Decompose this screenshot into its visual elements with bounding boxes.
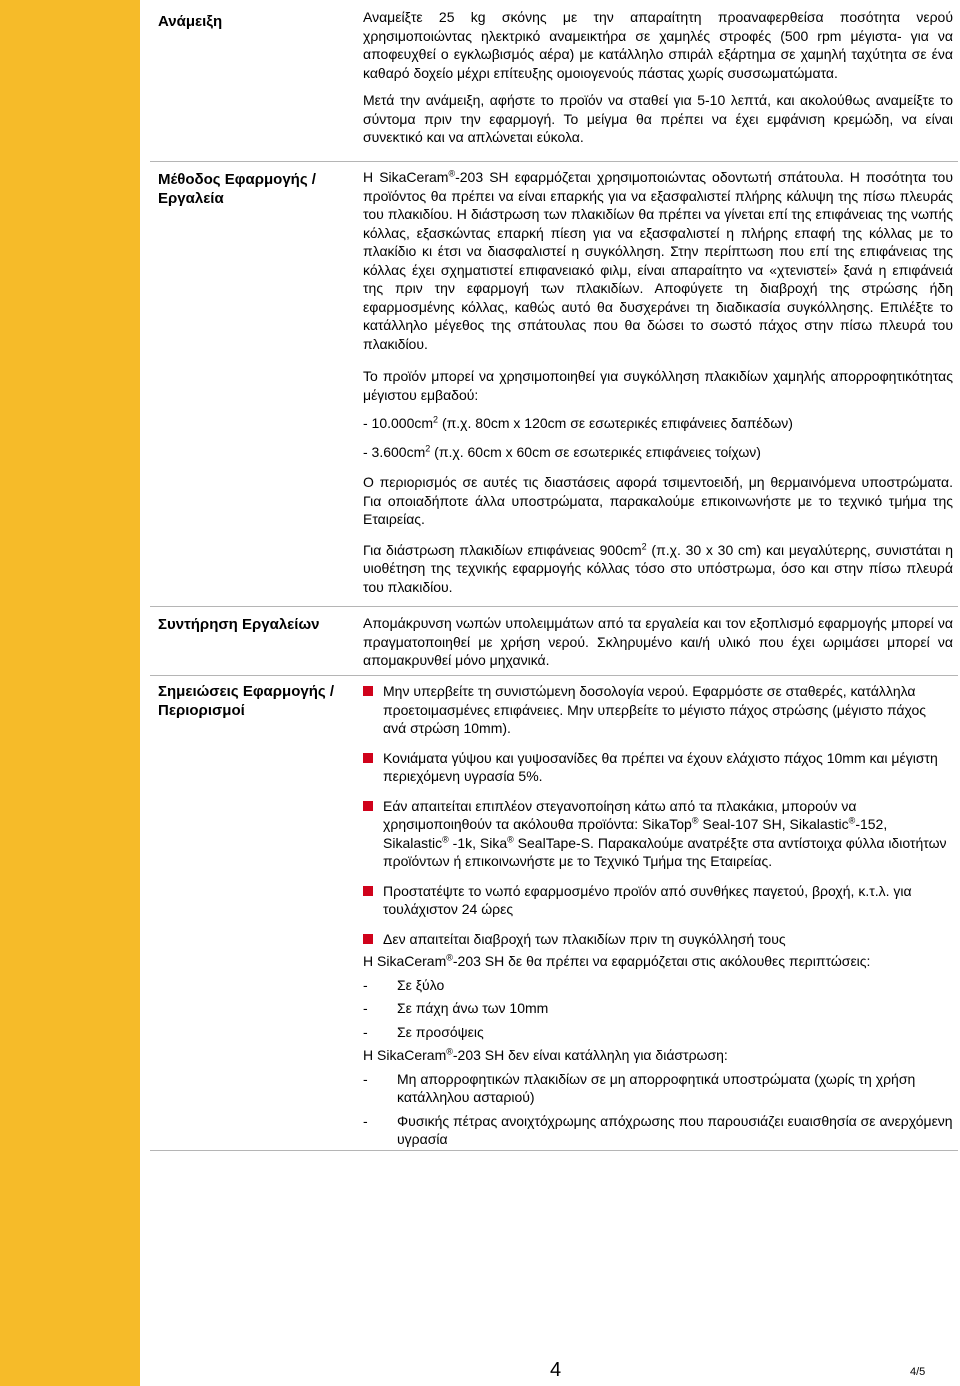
- maintenance-paragraph: Απομάκρυνση νωπών υπολειμμάτων από τα εργαλεία και τον εξοπλισμό εφαρμογής μπορεί να πραγματοποιηθεί με χρήση νερού. Σκληρυμένο και/ή υλικό που έχει ωριμάσει μπορεί να απομακρυνθεί μόνο μηχανικά.: [363, 615, 953, 668]
- note-bullet-2: Κονιάματα γύψου και γυψοσανίδες θα πρέπει να έχουν ελάχιστο πάχος 10mm και μέγιστη περιεχόμενη υγρασία 5%.: [363, 749, 953, 786]
- dash-item-facades: - Σε προσόψεις: [363, 1023, 484, 1040]
- red-square-bullet-icon: [363, 886, 373, 896]
- mixing-paragraph-1: Αναμείξτε 25 kg σκόνης με την απαραίτητη προαναφερθείσα ποσότητα νερού χρησιμοποιώντας ηλεκτρικό αναμεικτήρα σε χαμηλές στροφές (500 rpm μέγιστα- για να αποφευχθεί ο εγκλωβισμός αέρα) με κατάλληλο σπιράλ εξάρτημα σε χαμηλή ταχύτητα σε ένα καθαρό δοχείο μέχρι επίτευξης ομοιογενούς πάστας χωρίς συσσωματώματα.: [363, 9, 953, 81]
- dash-item-wood: - Σε ξύλο: [363, 976, 445, 993]
- page-number: 4: [550, 1359, 562, 1381]
- section-title-maintenance: Συντήρηση Εργαλείων: [158, 616, 320, 633]
- note-bullet-1: Μην υπερβείτε τη συνιστώμενη δοσολογία νερού. Εφαρμόστε σε σταθερές, κατάλληλα προετοιμασμένες επιφάνειες. Μην υπερβείτε το μέγιστο πάχος στρώσης (μέγιστο πάχος ανά στρώση 10mm).: [363, 682, 953, 738]
- section-title-notes: Σημειώσεις Εφαρμογής / Περιορισμοί: [158, 683, 335, 719]
- dash-item-natural-stone: - Φυσικής πέτρας ανοιχτόχρωμης απόχρωσης που παρουσιάζει ευαισθησία σε ανερχόμενη υγρασία: [363, 1112, 953, 1147]
- section-title-method: Μέθοδος Εφαρμογής / Εργαλεία: [158, 171, 316, 207]
- not-applicable-intro: Η SikaCeram®-203 SH δε θα πρέπει να εφαρμόζεται στις ακόλουθες περιπτώσεις:: [363, 952, 871, 969]
- section-body-mixing: [363, 8, 953, 156]
- red-square-bullet-icon: [363, 801, 373, 811]
- section-divider: [150, 1150, 958, 1151]
- red-square-bullet-icon: [363, 686, 373, 696]
- method-area-floor: - $10.000cm^2$ (π.χ. 80cm x 120cm σε εσωτερικές επιφάνειες δαπέδων): [363, 414, 793, 431]
- method-paragraph-1: Η SikaCeram®-203 SH εφαρμόζεται χρησιμοποιώντας οδοντωτή σπάτουλα. Η ποσότητα του προϊόντος θα πρέπει να είναι επαρκής για να εξασφαλιστεί πλήρης κάλυψη της πίσω πλευράς του πλακιδίου. Η διάστρωση των πλακιδίων θα πρέπει να γίνεται επί της επιφάνειας της νωπής κόλλας, εξασκώντας επαρκή πίεση για να εξασφαλιστεί η πλήρης επαφή της κόλλας με το πλακίδιο κι έτσι να διασφαλιστεί η συγκόλληση. Στην περίπτωση που επί της επιφάνειας της κόλλας έχει σχηματιστεί επιφανειακό φιλμ, είναι απαραίτητο να «χτενιστεί» ξανά η επιφάνειά της πριν την εφαρμογή των πλακιδίων. Αποφύγετε τη διαβροχή της στρώσης ήδη εφαρμοσμένης κόλλας, καθώς αυτό θα δυσχεράνει τη διαδικασία συγκόλλησης. Επιλέξτε το κατάλληλο μέγεθος της σπάτουλας που θα δώσει το σωστό πάχος στην πίσω πλευρά του πλακιδίου.: [363, 168, 953, 352]
- section-divider: [150, 606, 958, 607]
- page-fraction: 4/5: [910, 1366, 926, 1378]
- section-body-method: [363, 168, 953, 605]
- section-divider: [150, 161, 958, 162]
- dash-item-non-absorbent: - Μη απορροφητικών πλακιδίων σε μη απορροφητικά υποστρώματα (χωρίς τη χρήση κατάλληλου ασταριού): [363, 1070, 916, 1105]
- section-body-maintenance: [363, 614, 953, 679]
- section-divider: [150, 675, 958, 676]
- document-content: [150, 0, 960, 1386]
- method-paragraph-3: Ο περιορισμός σε αυτές τις διαστάσεις αφορά τσιμεντοειδή, μη θερμαινόμενα υποστρώματα. Για οποιαδήποτε άλλα υποστρώματα, παρακαλούμε επικοινωνήστε με το τεχνικό τμήμα της Εταιρείας.: [363, 474, 953, 527]
- unsuitable-intro: Η SikaCeram®-203 SH δεν είναι κατάλληλη για διάστρωση:: [363, 1046, 728, 1063]
- yellow-side-band: [0, 0, 140, 1386]
- red-square-bullet-icon: [363, 934, 373, 944]
- method-paragraph-2: Το προϊόν μπορεί να χρησιμοποιηθεί για συγκόλληση πλακιδίων χαμηλής απορροφητικότητας μέγιστου εμβαδού:: [363, 368, 953, 403]
- method-paragraph-4: Για διάστρωση πλακιδίων επιφάνειας $900cm^2$ (π.χ. 30 x 30 cm) και μεγαλύτερης, συνιστάται η υιοθέτηση της τεχνικής εφαρμογής κόλλας τόσο στο υπόστρωμα, όσο και στην πίσω πλευρά του πλακιδίου.: [363, 540, 953, 595]
- red-square-bullet-icon: [363, 753, 373, 763]
- note-bullet-4: Προστατέψτε το νωπό εφαρμοσμένο προϊόν από συνθήκες παγετού, βροχή, κ.τ.λ. για τουλάχιστον 24 ώρες: [363, 882, 953, 919]
- note-bullet-3: Εάν απαιτείται επιπλέον στεγανοποίηση κάτω από τα πλακάκια, μπορούν να χρησιμοποιηθούν τα ακόλουθα προϊόντα: SikaTop® Seal-107 SH, Sikalastic®-152, Sikalastic® -1k, Sika® SealTape-S. Παρακαλούμε ανατρέξτε στα αντίστοιχα φύλλα ιδιοτήτων προϊόντων ή επικοινωνήστε με το Τεχνικό Τμήμα της Εταιρείας.: [363, 797, 953, 871]
- method-area-wall: - $3.600cm^2$ (π.χ. 60cm x 60cm σε εσωτερικές επιφάνειες τοίχων): [363, 442, 761, 460]
- mixing-paragraph-2: Μετά την ανάμειξη, αφήστε το προϊόν να σταθεί για 5-10 λεπτά, και ακολούθως αναμείξτε το σύντομα πριν την εφαρμογή. Το μείγμα θα πρέπει να έχει εμφάνιση κρεμώδη, να είναι συνεκτικό και να απλώνεται εύκολα.: [363, 92, 953, 145]
- note-bullet-5: Δεν απαιτείται διαβροχή των πλακιδίων πριν τη συγκόλλησή τους: [363, 930, 953, 949]
- dash-item-thickness: - Σε πάχη άνω των 10mm: [363, 1000, 549, 1016]
- section-title-mixing: Ανάμειξη: [158, 13, 223, 30]
- section-body-notes: [363, 682, 953, 1154]
